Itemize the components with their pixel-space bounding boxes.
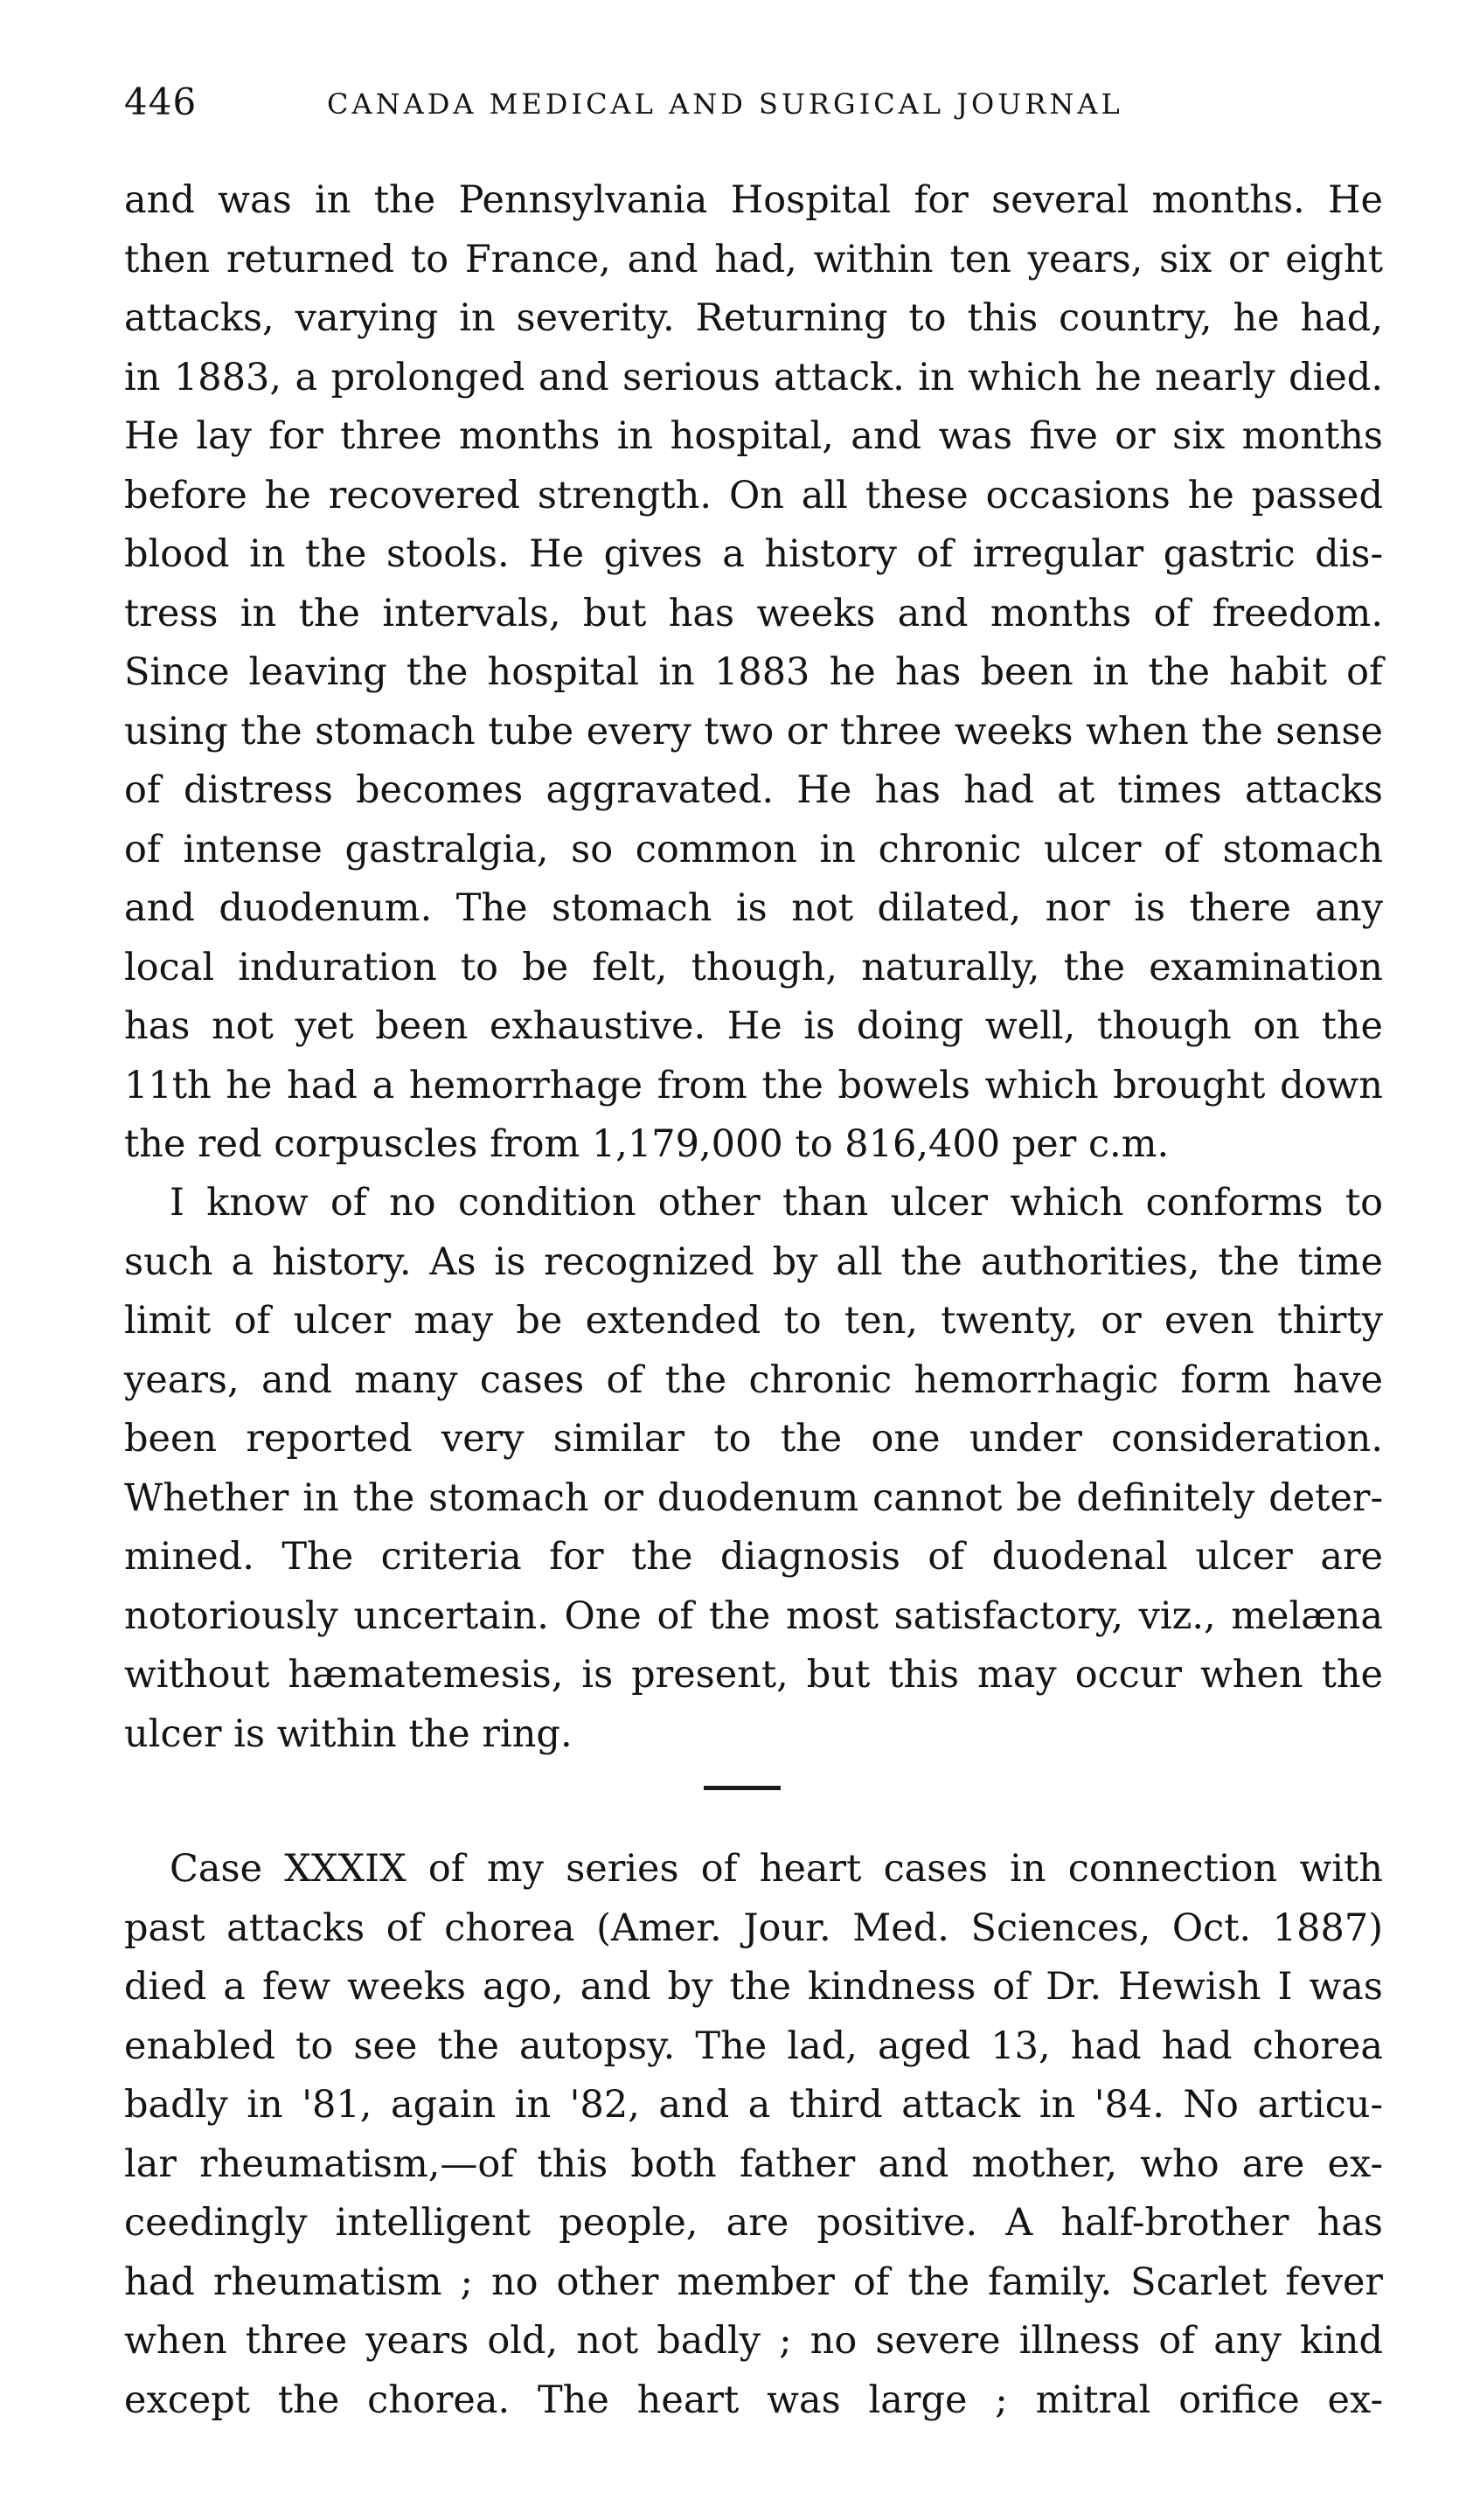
paragraph-3: [124, 1840, 1383, 2430]
text-line: badly in '81, again in '82, and a third attack in '84. No articu-: [124, 2083, 1383, 2127]
text-line: had rheumatism ; no other member of the family. Scarlet fever: [124, 2260, 1383, 2304]
text-line: Since leaving the hospital in 1883 he has been in the habit of: [124, 650, 1383, 694]
text-line: then returned to France, and had, within ten years, six or eight: [124, 237, 1383, 281]
text-line: years, and many cases of the chronic hemorrhagic form have: [124, 1357, 1383, 1402]
text-line: Whether in the stomach or duodenum cannot be definitely deter-: [124, 1475, 1383, 1520]
text-line: enabled to see the autopsy. The lad, aged 13, had had chorea: [124, 2024, 1383, 2068]
text-line: in 1883, a prolonged and serious attack. in which he nearly died.: [124, 355, 1383, 399]
text-line: He lay for three months in hospital, and was five or six months: [124, 414, 1383, 458]
text-line: lar rheumatism,—of this both father and mother, who are ex-: [124, 2142, 1383, 2186]
text-line: and duodenum. The stomach is not dilated, nor is there any: [124, 886, 1383, 930]
text-line: using the stomach tube every two or three weeks when the sense: [124, 709, 1383, 753]
text-line: such a history. As is recognized by all the authorities, the time: [124, 1239, 1383, 1284]
text-line: has not yet been exhaustive. He is doing well, though on the: [124, 1004, 1383, 1048]
text-line: I know of no condition other than ulcer which conforms to: [170, 1181, 1383, 1225]
text-line: before he recovered strength. On all these occasions he passed: [124, 473, 1383, 517]
running-head: CANADA MEDICAL AND SURGICAL JOURNAL: [327, 87, 1123, 121]
text-line: past attacks of chorea (Amer. Jour. Med. Sciences, Oct. 1887): [124, 1906, 1383, 1950]
text-line: died a few weeks ago, and by the kindness of Dr. Hewish I was: [124, 1965, 1383, 2009]
text-line: without hæmatemesis, is present, but this may occur when the: [124, 1653, 1383, 1697]
text-line: limit of ulcer may be extended to ten, twenty, or even thirty: [124, 1299, 1383, 1343]
paragraph-2: [124, 1174, 1383, 1764]
section-divider: [704, 1786, 781, 1790]
text-line: notoriously uncertain. One of the most satisfactory, viz., melæna: [124, 1593, 1383, 1638]
text-line: the red corpuscles from 1,179,000 to 816,400 per c.m.: [124, 1122, 1170, 1166]
text-line: local induration to be felt, though, naturally, the examination: [124, 945, 1383, 989]
text-line: attacks, varying in severity. Returning to this country, he had,: [124, 296, 1383, 340]
text-line: ceedingly intelligent people, are positive. A half-brother has: [124, 2201, 1383, 2245]
text-line: and was in the Pennsylvania Hospital for several months. He: [124, 178, 1383, 222]
text-line: blood in the stools. He gives a history of irregular gastric dis-: [124, 532, 1383, 576]
text-line: 11th he had a hemorrhage from the bowels which brought down: [124, 1063, 1383, 1107]
text-line: ulcer is within the ring.: [124, 1711, 573, 1756]
text-line: Case XXXIX of my series of heart cases in connection with: [170, 1847, 1383, 1891]
text-line: when three years old, not badly ; no severe illness of any kind: [124, 2319, 1383, 2363]
page-header: [124, 80, 1383, 133]
text-line: been reported very similar to the one under consideration.: [124, 1417, 1383, 1461]
page-number: 446: [124, 80, 198, 123]
text-line: except the chorea. The heart was large ; mitral orifice ex-: [124, 2378, 1383, 2422]
text-line: tress in the intervals, but has weeks and months of freedom.: [124, 591, 1383, 635]
text-line: mined. The criteria for the diagnosis of duodenal ulcer are: [124, 1535, 1383, 1579]
paragraph-1: [124, 171, 1383, 1175]
text-line: of distress becomes aggravated. He has had at times attacks: [124, 768, 1383, 812]
text-line: of intense gastralgia, so common in chronic ulcer of stomach: [124, 827, 1383, 871]
